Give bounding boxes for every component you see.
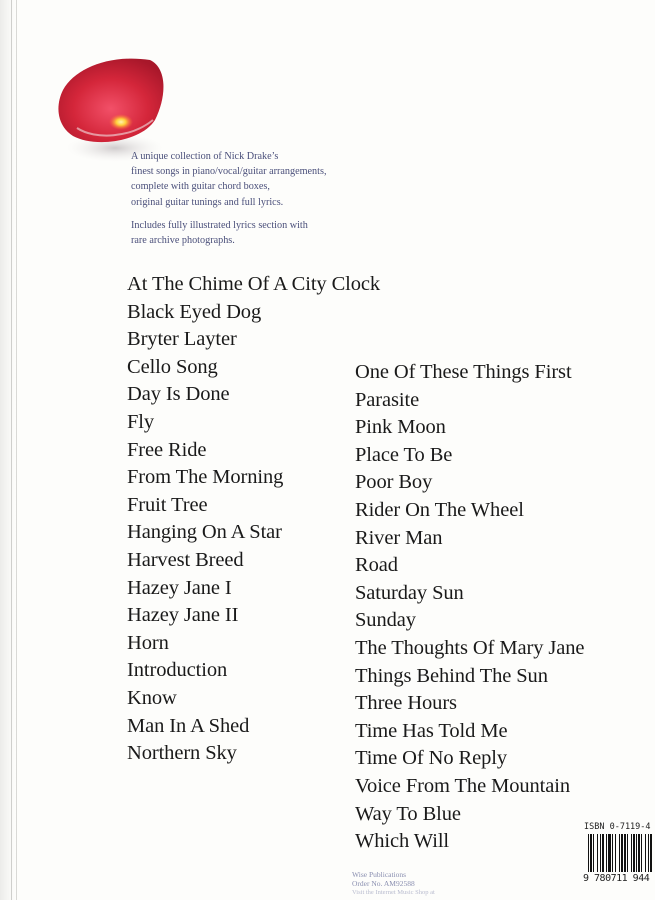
song-title: The Thoughts Of Mary Jane: [355, 636, 585, 659]
page-fold-line: [11, 0, 12, 900]
publisher-url-line: Visit the Internet Music Shop at: [352, 889, 435, 896]
song-title: Fruit Tree: [127, 493, 208, 516]
song-title: Poor Boy: [355, 471, 433, 494]
barcode-bar: [608, 834, 611, 872]
song-title: Way To Blue: [355, 802, 461, 825]
barcode-bar: [606, 834, 607, 872]
song-title: Hazey Jane I: [127, 576, 232, 599]
song-title: Fly: [127, 410, 155, 433]
barcode-bar: [621, 834, 623, 872]
barcode-bar: [648, 834, 649, 872]
song-title: Bryter Layter: [127, 328, 237, 351]
song-title: Pink Moon: [355, 416, 446, 439]
song-title: Parasite: [355, 388, 420, 411]
song-list-right: [355, 359, 584, 856]
song-title: Place To Be: [355, 443, 453, 466]
song-title: Things Behind The Sun: [355, 664, 548, 687]
song-title: Saturday Sun: [355, 581, 464, 604]
barcode-bar: [597, 834, 598, 872]
song-title: River Man: [355, 526, 443, 549]
song-title: From The Morning: [127, 466, 284, 489]
page-edge: [0, 0, 17, 900]
barcode-bar: [593, 834, 594, 872]
blurb-paragraph-2: Includes fully illustrated lyrics section with rare archive photographs.: [131, 219, 308, 247]
barcode-bar: [650, 834, 652, 872]
barcode-bar: [638, 834, 640, 872]
song-title: Know: [127, 686, 177, 709]
song-title: Introduction: [127, 659, 228, 682]
publisher-info: [352, 870, 435, 897]
song-title: Road: [355, 554, 398, 577]
song-title: At The Chime Of A City Clock: [127, 273, 381, 295]
song-title: Rider On The Wheel: [355, 498, 524, 521]
barcode-number: 9 780711 944: [583, 873, 650, 884]
barcode-bar: [641, 834, 642, 872]
song-title: Sunday: [355, 609, 416, 632]
barcode-bar: [602, 834, 604, 872]
barcode-bar: [588, 834, 589, 872]
barcode-bar: [590, 834, 592, 872]
barcode-bar: [627, 834, 628, 872]
song-title: Harvest Breed: [127, 548, 244, 571]
song-title: Day Is Done: [127, 383, 230, 406]
barcode-bar: [619, 834, 620, 872]
order-number: Order No. AM92588: [352, 879, 415, 888]
song-title: Three Hours: [355, 692, 457, 715]
song-title: Man In A Shed: [127, 714, 250, 737]
song-title: One Of These Things First: [355, 361, 572, 383]
song-title: Time Has Told Me: [355, 719, 508, 742]
barcode-bar: [615, 834, 616, 872]
barcode-bar: [636, 834, 637, 872]
barcode-bar: [633, 834, 635, 872]
song-title: Which Will: [355, 830, 450, 853]
publisher-name: Wise Publications: [352, 870, 407, 879]
song-title: Black Eyed Dog: [127, 300, 262, 323]
song-title: Voice From The Mountain: [355, 774, 571, 797]
barcode-bar: [645, 834, 646, 872]
song-title: Horn: [127, 631, 169, 654]
isbn-label: ISBN 0-7119-4: [584, 822, 651, 832]
barcode-bar: [612, 834, 613, 872]
song-title: Free Ride: [127, 438, 207, 461]
song-title: Hazey Jane II: [127, 604, 239, 627]
song-list-left: [127, 271, 380, 768]
song-title: Cello Song: [127, 355, 218, 378]
blurb-paragraph-1: A unique collection of Nick Drake’s finest songs in piano/vocal/guitar arrangements, complete with guitar chord boxes, original guitar tunings and full lyrics.: [131, 151, 327, 208]
song-title: Time Of No Reply: [355, 747, 507, 770]
song-title: Northern Sky: [127, 742, 237, 765]
song-title: Hanging On A Star: [127, 521, 282, 544]
barcode-bar: [631, 834, 632, 872]
barcode: [587, 834, 655, 872]
barcode-bar: [624, 834, 626, 872]
description-blurb: [131, 149, 391, 248]
barcode-bar: [600, 834, 601, 872]
